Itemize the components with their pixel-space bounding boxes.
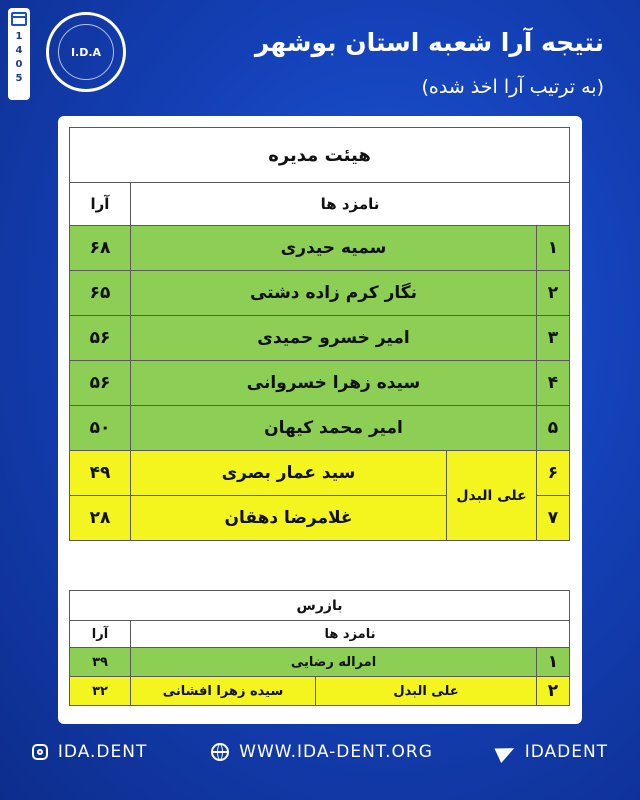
candidate-name: سیده زهرا افشانی [131,677,316,706]
instagram-link[interactable] [32,742,147,762]
table-row [70,361,570,406]
candidate-name: سید عمار بصری [131,451,447,496]
telegram-icon [494,741,517,763]
row-number: ۲ [537,271,570,316]
vote-count: ۴۹ [70,451,131,496]
board-table-title: هیئت مدیره [70,128,570,183]
row-number: ۵ [537,406,570,451]
telegram-link[interactable] [497,742,608,762]
telegram-handle: IDADENT [524,742,609,762]
year-label: 1 4 0 5 [15,31,23,84]
column-header-votes: آرا [70,621,131,648]
row-number: ۱ [537,648,570,677]
candidate-name: امیر محمد کیهان [131,406,537,451]
table-row [70,226,570,271]
board-results-table [69,127,570,541]
vote-count: ۵۰ [70,406,131,451]
vote-count: ۵۶ [70,316,131,361]
column-header-votes: آرا [70,183,131,226]
row-number: ۲ [537,677,570,706]
alternate-label: علی البدل [316,677,537,706]
vote-count: ۲۸ [70,496,131,541]
alternate-label: علی البدل [447,451,537,541]
inspector-results-table [69,590,570,706]
row-number: ۷ [537,496,570,541]
candidate-name: غلامرضا دهقان [131,496,447,541]
results-card [58,116,582,724]
table-row [70,451,570,496]
website-url: WWW.IDA-DENT.ORG [239,742,433,762]
vote-count: ۶۸ [70,226,131,271]
candidate-name: نگار کرم زاده دشتی [131,271,537,316]
vote-count: ۶۵ [70,271,131,316]
logo-abbr: I.D.A [70,45,102,59]
footer [0,730,640,774]
table-row [70,406,570,451]
page-subtitle: (به ترتیب آرا اخذ شده) [421,76,604,98]
calendar-icon [11,12,27,26]
candidate-name: امیر خسرو حمیدی [131,316,537,361]
year-strip [8,8,30,100]
vote-count: ۳۹ [70,648,131,677]
inspector-table-title: بازرس [70,591,570,621]
table-row [70,316,570,361]
row-number: ۱ [537,226,570,271]
table-row [70,677,570,706]
website-link[interactable] [211,742,433,762]
vote-count: ۵۶ [70,361,131,406]
row-number: ۴ [537,361,570,406]
instagram-handle: IDA.DENT [57,742,148,762]
table-row [70,648,570,677]
column-header-candidates: نامزد ها [131,621,570,648]
instagram-icon [32,744,48,760]
candidate-name: امراله رضایی [131,648,537,677]
row-number: ۶ [537,451,570,496]
row-number: ۳ [537,316,570,361]
vote-count: ۳۲ [70,677,131,706]
globe-icon [211,743,229,761]
column-header-candidates: نامزد ها [131,183,570,226]
candidate-name: سیده زهرا خسروانی [131,361,537,406]
candidate-name: سمیه حیدری [131,226,537,271]
table-row [70,271,570,316]
page-title: نتیجه آرا شعبه استان بوشهر [254,28,604,57]
association-logo [46,12,126,92]
